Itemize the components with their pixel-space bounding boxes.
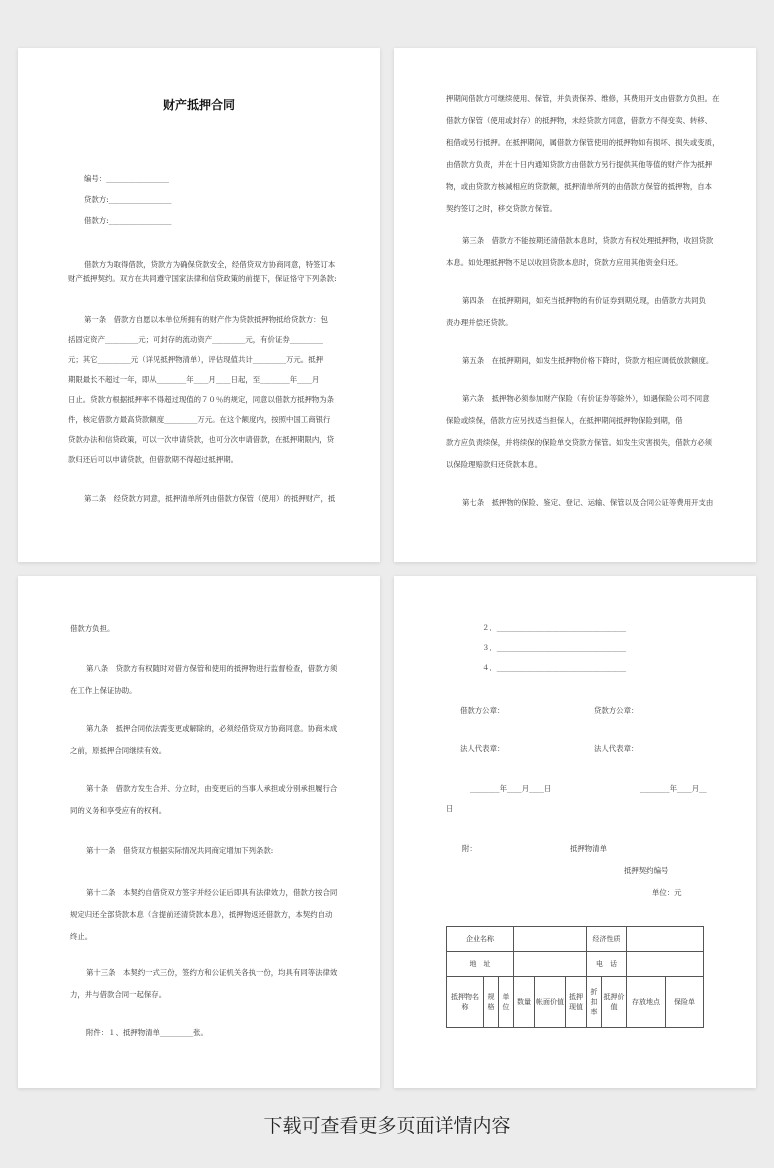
article-12-line: 终止。 <box>70 932 93 941</box>
col-header-book-value: 帐面价值 <box>535 977 566 1028</box>
article-1-line: 日止。贷款方根据抵押率不得超过现值的７０％的规定，同意以借款方抵押物为条 <box>68 395 335 404</box>
article-6-line: 款方应负责续保，并将续保的保险单交贷款方保管。如发生灾害损失，借款方必须 <box>446 438 713 447</box>
lender-seal-label: 贷款方公章： <box>594 706 639 715</box>
document-title: 财产抵押合同 <box>162 98 235 112</box>
address-value <box>514 952 587 977</box>
unit-label: 单位：元 <box>652 888 682 897</box>
attachment-item: ４．___________________________________ <box>482 663 627 672</box>
article-8-line: 第八条 贷款方有权随时对借方保管和使用的抵押物进行监督检查，借款方须 <box>86 664 338 673</box>
lender-representative-label: 法人代表章： <box>594 744 639 753</box>
address-header: 地 址 <box>447 952 514 977</box>
article-8-line: 在工作上保证协助。 <box>70 686 137 695</box>
article-2-cont-line: 押期间借款方可继续使用、保管，并负责保养、维修，其费用开支由借款方负担。在 <box>446 94 720 103</box>
borrower-date: ________年____月____日 <box>470 784 552 793</box>
article-3-line: 第三条 借款方不能按期还清借款本息时，贷款方有权处理抵押物，收回贷款 <box>462 236 714 245</box>
col-header-discount-rate: 折扣率 <box>587 977 602 1028</box>
article-12-line: 规定归还全部贷款本息（含提前还清贷款本息），抵押物返还借款方，本契约自动 <box>70 910 333 919</box>
contract-page-2 <box>394 48 756 562</box>
article-10-line: 同的义务和享受应有的权利。 <box>70 806 167 815</box>
contract-page-4 <box>394 576 756 1088</box>
field-borrower: 借款方:_________________ <box>84 216 172 225</box>
article-3-line: 本息。如处理抵押物不足以收回贷款本息时，贷款方应用其他资金归还。 <box>446 258 683 267</box>
download-more-caption: 下载可查看更多页面详情内容 <box>263 1115 511 1137</box>
company-name-value <box>514 927 587 952</box>
article-2-cont-line: 借款方保管（使用或封存）的抵押物，未经贷款方同意，借款方不得变卖、转移、 <box>446 116 713 125</box>
article-9-line: 之前，原抵押合同继续有效。 <box>70 746 167 755</box>
article-11-line: 第十一条 借贷双方根据实际情况共同商定增加下列条款: <box>86 846 274 855</box>
lender-date-day: 日 <box>446 804 454 813</box>
article-6-line: 以保险理赔款归还贷款本息。 <box>446 460 543 469</box>
field-number: 编号：_________________ <box>84 174 169 183</box>
lender-date: ________年____月__ <box>640 784 707 793</box>
article-2-cont-line: 租借或另行抵押。在抵押期间，属借款方保管使用的抵押物如有损坏、损失或变质， <box>446 138 720 147</box>
article-13-line: 力，并与借款合同一起保存。 <box>70 990 167 999</box>
attachment-line: 附件：１、抵押物清单_________张。 <box>86 1028 208 1037</box>
col-header-unit: 单位 <box>499 977 514 1028</box>
economic-nature-header: 经济性质 <box>587 927 627 952</box>
contract-page-3 <box>18 576 380 1088</box>
attachment-item: ３．___________________________________ <box>482 643 627 652</box>
article-9-line: 第九条 抵押合同依法需变更或解除的，必须经借贷双方协商同意。协商未成 <box>86 724 338 733</box>
intro-line: 财产抵押契约。双方在共同遵守国家法律和信贷政策的前提下，保证恪守下列条款: <box>68 274 337 283</box>
col-header-mortgage-value: 抵押价值 <box>602 977 627 1028</box>
contract-page-1 <box>18 48 380 562</box>
article-7-line: 第七条 抵押物的保险、鉴定、登记、运输、保管以及合同公证等费用开支由 <box>462 498 714 507</box>
col-header-location: 存放地点 <box>627 977 666 1028</box>
borrower-seal-label: 借款方公章： <box>460 706 505 715</box>
economic-nature-value <box>627 927 704 952</box>
phone-header: 电 话 <box>587 952 627 977</box>
article-12-line: 第十二条 本契约自借贷双方签字并经公证后即具有法律效力，借款方按合同 <box>86 888 338 897</box>
col-header-spec: 规格 <box>484 977 499 1028</box>
article-4-line: 责办理并偿还贷款。 <box>446 318 513 327</box>
article-1-line: 件，核定借款方最高贷款额度_________万元。在这个额度内，按照中国工商银行 <box>68 415 331 424</box>
article-5-line: 第五条 在抵押期间，如发生抵押物价格下降时，贷款方相应调低放款额度。 <box>462 356 714 365</box>
article-2-cont-line: 由借款方负责，并在十日内通知贷款方由借款方另行提供其他等值的财产作为抵押 <box>446 160 713 169</box>
col-header-current-value: 抵押现值 <box>566 977 587 1028</box>
article-1-line: 第一条 借款方自愿以本单位所拥有的财产作为贷款抵押物抵给贷款方：包 <box>84 315 328 324</box>
company-name-header: 企业名称 <box>447 927 514 952</box>
article-1-line: 款归还后可以申请贷款，但借款期不得超过抵押期。 <box>68 455 238 464</box>
contract-number-label: 抵押契约编号 <box>624 866 669 875</box>
article-2-line: 第二条 经贷款方同意，抵押清单所列由借款方保管（使用）的抵押财产，抵 <box>84 494 336 503</box>
article-1-line: 括固定资产_________元；可封存的流动资产_________元，有价证券_________ <box>68 335 323 344</box>
collateral-list-title: 抵押物清单 <box>570 844 607 853</box>
article-2-cont-line: 契约签订之时，移交贷款方保管。 <box>446 204 557 213</box>
col-header-quantity: 数量 <box>514 977 535 1028</box>
article-2-cont-line: 物，或由贷款方核减相应的贷款额，抵押清单所列的由借款方保管的抵押物，自本 <box>446 182 713 191</box>
field-lender: 贷款方:_________________ <box>84 195 172 204</box>
collateral-table <box>446 926 704 1028</box>
intro-line: 借款方为取得借款，贷款方为确保贷款安全，经借贷双方协商同意，特签订本 <box>84 260 336 269</box>
attachment-item: ２．___________________________________ <box>482 623 627 632</box>
article-6-line: 保险或续保，借款方应另找适当担保人，在抵押期间抵押物保险到期，借 <box>446 416 683 425</box>
article-10-line: 第十条 借款方发生合并、分立时，由变更后的当事人承担或分别承担履行合 <box>86 784 338 793</box>
article-13-line: 第十三条 本契约一式三份，签约方和公证机关各执一份，均具有同等法律效 <box>86 968 338 977</box>
col-header-insurance: 保险单 <box>666 977 704 1028</box>
article-1-line: 期限最长不超过一年，即从________年____月____日起，至________年____月 <box>68 375 320 384</box>
article-1-line: 贷款办法和信贷政策，可以一次申请贷款，也可分次申请借款，在抵押期限内，贷 <box>68 435 335 444</box>
article-6-line: 第六条 抵押物必须参加财产保险（有价证券等除外），如遇保险公司不同意 <box>462 394 710 403</box>
col-header-name: 抵押物名称 <box>447 977 484 1028</box>
attachment-label: 附： <box>462 844 477 853</box>
article-7-cont-line: 借款方负担。 <box>70 624 115 633</box>
article-1-line: 元；其它_________元（详见抵押物清单），评估现值共计_________万元。抵押 <box>68 355 323 364</box>
borrower-representative-label: 法人代表章： <box>460 744 505 753</box>
phone-value <box>627 952 704 977</box>
article-4-line: 第四条 在抵押期间，如充当抵押物的有价证券到期兑现，由借款方共同负 <box>462 296 706 305</box>
